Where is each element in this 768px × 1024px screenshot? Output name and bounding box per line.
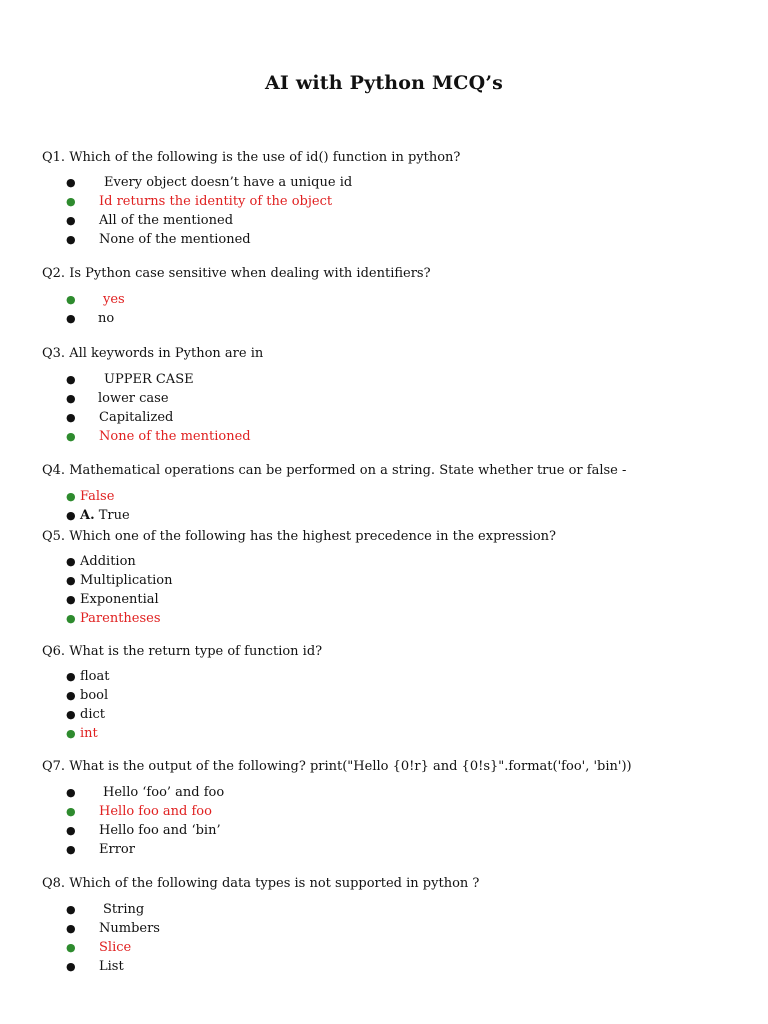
- question-8: Q8. Which of the following data types is not supported in python ?: [42, 876, 480, 891]
- bullet-icon: ●: [66, 233, 76, 246]
- bullet-icon: ●: [66, 411, 76, 424]
- bullet-icon: ●: [66, 392, 76, 405]
- bullet-icon: ●: [66, 293, 76, 306]
- bullet-icon: ●: [66, 555, 76, 568]
- bullet-icon: ●: [66, 176, 76, 189]
- bullet-icon: ●: [66, 490, 76, 503]
- question-2: Q2. Is Python case sensitive when dealing with identifiers?: [42, 266, 431, 281]
- question-4: Q4. Mathematical operations can be performed on a string. State whether true or false -: [42, 463, 627, 478]
- bullet-icon: ●: [66, 574, 76, 587]
- bullet-icon: ●: [66, 312, 76, 325]
- bullet-icon: ●: [66, 786, 76, 799]
- bullet-icon: ●: [66, 689, 76, 702]
- bullet-icon: ●: [66, 727, 76, 740]
- document-page: AI with Python MCQ’s Q1. Which of the following is the use of id() function in python? ● Every object doesn’t have a unique id ● Id returns the identity of the object ● All of the mentioned ● None of the mentioned Q2. Is Python case sensitive when dealing with identifiers? ● yes ● no Q3. All keywords in Python are in ● UPPER CASE ● lower case ● Capitalized ● None of the mentioned Q4. Mathematical operations can be performed on a string. State whether true or false - ● False ● A. True Q5. Which one of the following has the highest precedence in the expression? ● Addition ● Multiplication ● Exponential ● Parentheses Q6. What is the return type of function id? ● float ● bool ● dict ● int Q7. What is the output of the following? print("Hello {0!r} and {0!s}".format('foo', 'bin')) ● Hello ‘foo’ and foo ● Hello foo and foo ● Hello foo and ‘bin’ ● Error Q8. Which of the following data types is not supported in python ? ● String ● Numbers ● Slice ● List: [0, 0, 768, 1024]
- bullet-icon: ●: [66, 195, 76, 208]
- bullet-icon: ●: [66, 214, 76, 227]
- question-1: Q1. Which of the following is the use of id() function in python?: [42, 150, 461, 165]
- bullet-icon: ●: [66, 805, 76, 818]
- bullet-icon: ●: [66, 593, 76, 606]
- bullet-icon: ●: [66, 430, 76, 443]
- bullet-icon: ●: [66, 708, 76, 721]
- page-title: AI with Python MCQ’s: [264, 72, 504, 94]
- question-5: Q5. Which one of the following has the highest precedence in the expression?: [42, 529, 556, 544]
- bullet-icon: ●: [66, 612, 76, 625]
- bullet-icon: ●: [66, 960, 76, 973]
- bullet-icon: ●: [66, 843, 76, 856]
- bullet-icon: ●: [66, 941, 76, 954]
- question-7: Q7. What is the output of the following? print("Hello {0!r} and {0!s}".format('foo', 'bin')): [42, 759, 632, 774]
- question-6: Q6. What is the return type of function id?: [42, 644, 323, 659]
- option-text: True: [98, 508, 130, 523]
- bullet-icon: ●: [66, 670, 76, 683]
- bullet-icon: ●: [66, 509, 76, 522]
- bullet-icon: ●: [66, 903, 76, 916]
- bullet-icon: ●: [66, 922, 76, 935]
- option-marker: A.: [80, 508, 95, 523]
- bullet-icon: ●: [66, 824, 76, 837]
- question-3: Q3. All keywords in Python are in: [42, 346, 264, 361]
- bullet-icon: ●: [66, 373, 76, 386]
